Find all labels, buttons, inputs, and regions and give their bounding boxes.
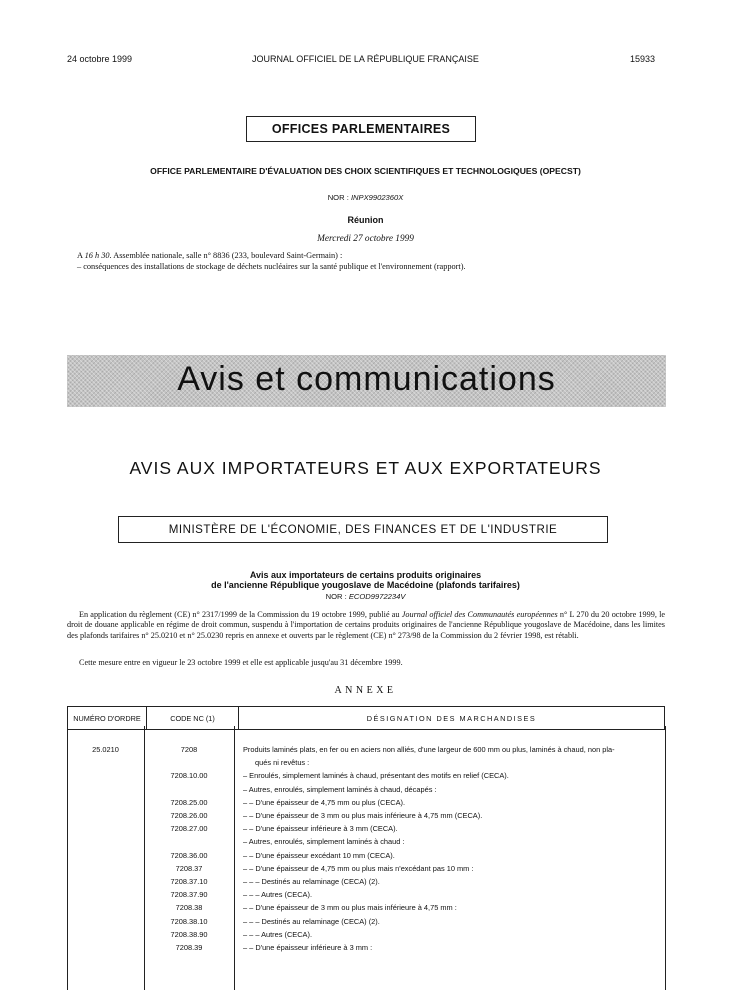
meeting-date: Mercredi 27 octobre 1999 [317,234,414,244]
goods-designation: – – D'une épaisseur de 3 mm ou plus mais inférieure à 4,75 mm (CECA). [243,811,483,820]
header-designation: DÉSIGNATION DES MARCHANDISES [239,707,665,730]
nor-label: NOR : [327,193,349,202]
goods-designation: – – D'une épaisseur inférieure à 3 mm (CECA). [243,824,398,834]
header-journal-title: JOURNAL OFFICIEL DE LA RÉPUBLIQUE FRANÇAISE [252,54,479,64]
section-banner-title: Avis et communications [177,360,556,398]
section-heading: AVIS AUX IMPORTATEURS ET AUX EXPORTATEURS [129,458,602,478]
goods-designation: – – – Destinés au relaminage (CECA) (2). [243,916,380,926]
annexe-title: ANNEXE [334,685,397,696]
nc-code: 7208.38.90 [170,929,208,939]
nc-code: 7208.27.00 [170,824,208,834]
notice-paragraph-1 [67,610,665,641]
goods-designation: – – D'une épaisseur de 3 mm ou plus mais inférieure à 4,75 mm : [243,903,457,913]
nc-code: 7208.39 [175,943,203,952]
goods-designation: – – – Destinés au relaminage (CECA) (2). [243,877,380,886]
header-page-number: 15933 [630,54,656,64]
nc-code: 7208.26.00 [170,811,208,820]
goods-designation: Produits laminés plats, en fer ou en aciers non alliés, d'une largeur de 600 mm ou plus, laminés à chaud, non pla- [243,745,615,754]
meeting-agenda-item: – conséquences des installations de stockage de déchets nucléaires sur la santé publique et l'environnement (rapport). [77,262,466,271]
header-order-number: NUMÉRO D'ORDRE [68,707,147,730]
goods-designation: – – D'une épaisseur de 4,75 mm ou plus mais n'excédant pas 10 mm : [243,863,474,873]
goods-designation: – – D'une épaisseur inférieure à 3 mm : [243,943,373,952]
ministry-box: MINISTÈRE DE L'ÉCONOMIE, DES FINANCES ET DE L'INDUSTRIE [118,516,608,543]
goods-designation: qués ni revêtus : [255,758,310,768]
table-divider-2 [234,726,235,990]
nc-code: 7208.38.10 [170,916,208,926]
table-border-right [665,726,666,990]
notice-title-line2: de l'ancienne République yougoslave de Macédoine (plafonds tarifaires) [211,580,520,590]
goods-designation: – Autres, enroulés, simplement laminés à chaud : [243,837,405,847]
table-border-left [67,726,68,990]
goods-designation: – Autres, enroulés, simplement laminés à chaud, décapés : [243,784,437,794]
nor-line-notice [0,592,731,601]
nc-code: 7208.37.90 [170,890,208,900]
header-code-nc: CODE NC (1) [147,707,239,730]
annex-table [67,706,665,730]
annex-table-header [68,707,665,730]
notice-title-line1: Avis aux importateurs de certains produits originaires [249,570,482,580]
nc-code: 7208.25.00 [170,797,208,807]
para1-text-b: n° L 270 du 20 octobre 1999, le droit de douane applicable en régime de droit commun, suspendu à l'importation de certains produits originaires de l'ancienne République yougoslave de Macédoine, dans les limites des plafonds tarifaires n° 25.0210 et n° 25.0230 repris en annexe et ouverts par le règlement (CE) n° 273/98 de la Commission du 2 février 1998, est rétabli. [67,610,666,640]
location-text: . Assemblée nationale, salle n° 8836 (233, boulevard Saint-Germain) : [109,251,343,260]
goods-designation: – – – Autres (CECA). [243,890,313,900]
nor-label: NOR : [325,592,347,601]
nc-code: 7208.37.10 [170,877,208,886]
section-banner [67,355,666,407]
location-prefix: A [77,251,83,260]
meeting-title: Réunion [347,215,384,225]
offices-box-title: OFFICES PARLEMENTAIRES [246,116,476,142]
nc-code: 7208.10.00 [170,771,208,781]
nc-code: 7208.36.00 [170,850,208,860]
nc-code: 7208 [180,745,198,754]
journal-reference: Journal officiel des Communautés européennes [401,610,558,619]
goods-designation: – – D'une épaisseur de 4,75 mm ou plus (CECA). [243,797,406,807]
nor-code: ECOD9972234V [348,592,406,601]
order-number: 25.0210 [92,745,119,754]
nor-code: INPX9902360X [350,193,404,202]
nc-code: 7208.37 [175,863,203,873]
nc-code: 7208.38 [175,903,203,913]
goods-designation: – Enroulés, simplement laminés à chaud, présentant des motifs en relief (CECA). [243,771,509,781]
meeting-location [77,251,342,262]
header-date: 24 octobre 1999 [67,54,133,64]
notice-paragraph-2: Cette mesure entre en vigueur le 23 octobre 1999 et elle est applicable jusqu'au 31 décembre 1999. [79,658,403,667]
para1-text-a: En application du règlement (CE) n° 2317/1999 de la Commission du 19 octobre 1999, publié au [79,610,402,619]
goods-designation: – – D'une épaisseur excédant 10 mm (CECA). [243,850,395,860]
nor-line-offices [0,193,731,202]
goods-designation: – – – Autres (CECA). [243,929,313,939]
meeting-time: 16 h 30 [84,251,110,260]
office-name: OFFICE PARLEMENTAIRE D'ÉVALUATION DES CHOIX SCIENTIFIQUES ET TECHNOLOGIQUES (OPECST) [150,166,581,176]
